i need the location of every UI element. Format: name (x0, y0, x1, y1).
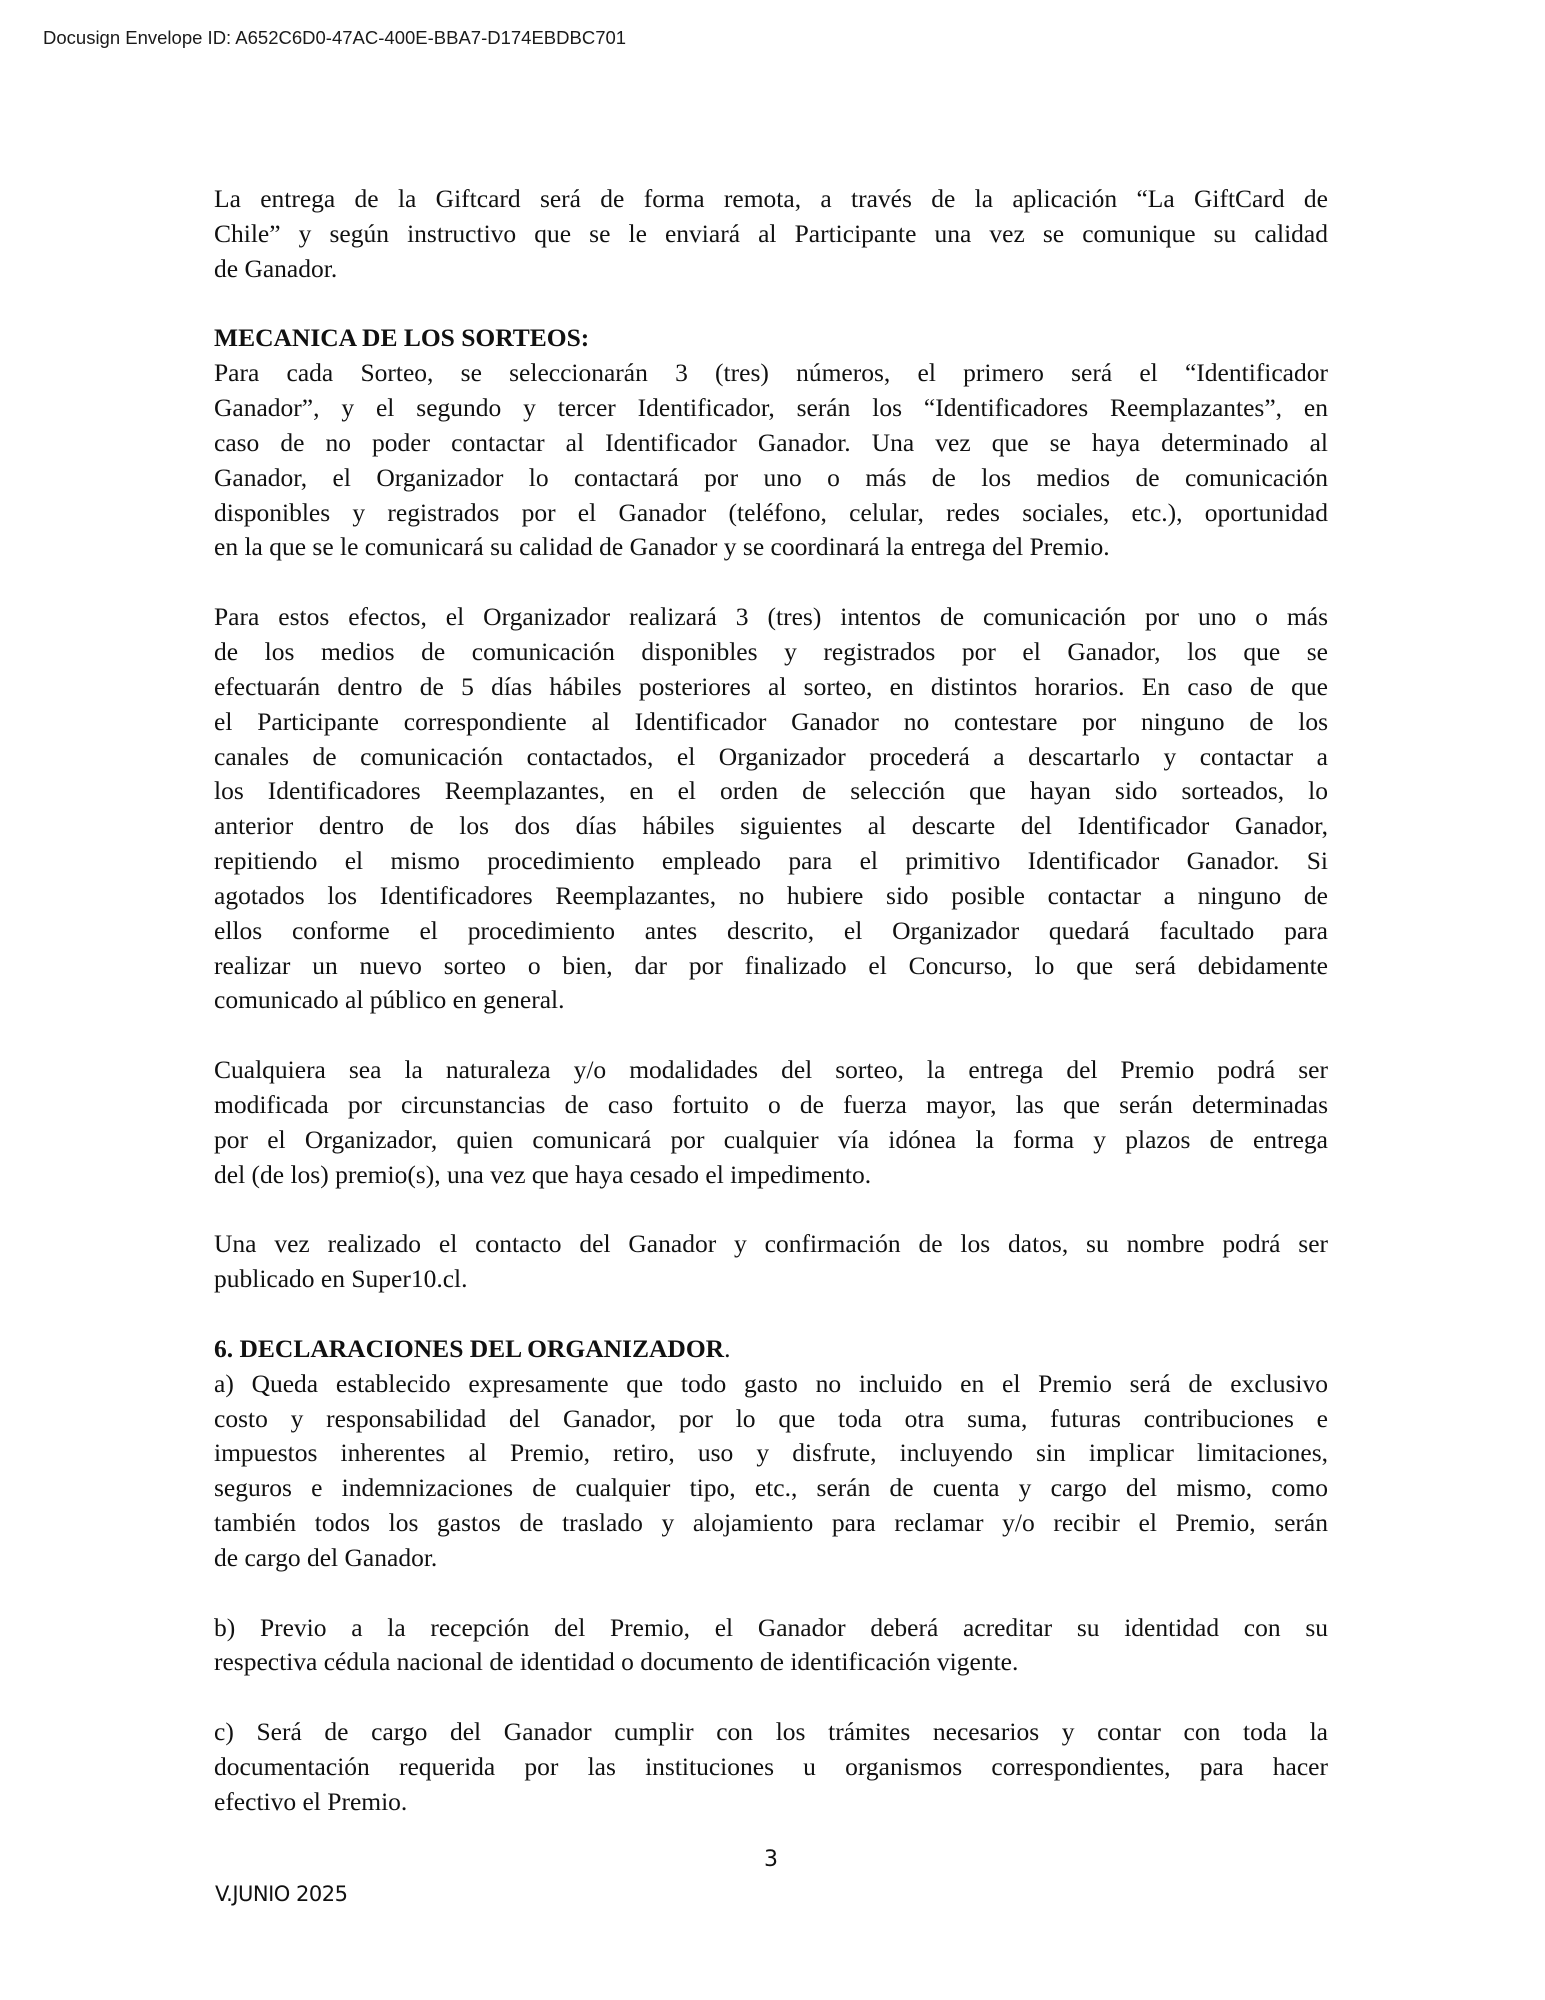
text-line: a) Queda establecido expresamente que todo gasto no incluido en el Premio será de exclusivo (214, 1368, 1328, 1398)
text-line: realizar un nuevo sorteo o bien, dar por finalizado el Concurso, lo que será debidamente (214, 950, 1328, 980)
text-line: Ganador”, y el segundo y tercer Identificador, serán los “Identificadores Reemplazantes”, en (214, 393, 1328, 423)
text-line: comunicado al público en general. (214, 985, 565, 1015)
docusign-envelope-id: Docusign Envelope ID: A652C6D0-47AC-400E-BBA7-D174EBDBC701 (43, 27, 627, 48)
document-body (214, 182, 1328, 1820)
section-heading-mecanica: MECANICA DE LOS SORTEOS: (214, 323, 590, 353)
paragraph-spacer (214, 287, 1328, 322)
text-line: Para estos efectos, el Organizador realizará 3 (tres) intentos de comunicación por uno o más (214, 602, 1328, 632)
text-line: efectivo el Premio. (214, 1786, 408, 1816)
mecanica-paragraph-3 (214, 1053, 1328, 1192)
text-line: disponibles y registrados por el Ganador (teléfono, celular, redes sociales, etc.), oportunidad (214, 497, 1328, 527)
text-line: canales de comunicación contactados, el Organizador procederá a descartarlo y contactar a (214, 741, 1328, 771)
text-line: ellos conforme el procedimiento antes descrito, el Organizador quedará facultado para (214, 915, 1328, 945)
text-line: en la que se le comunicará su calidad de Ganador y se coordinará la entrega del Premio. (214, 532, 1110, 562)
text-line: por el Organizador, quien comunicará por cualquier vía idónea la forma y plazos de entrega (214, 1124, 1328, 1154)
paragraph-spacer (214, 565, 1328, 600)
paragraph-spacer (214, 1018, 1328, 1053)
text-line: b) Previo a la recepción del Premio, el Ganador deberá acreditar su identidad con su (214, 1612, 1328, 1642)
text-line: publicado en Super10.cl. (214, 1264, 468, 1294)
text-line: de Ganador. (214, 253, 338, 283)
declaraciones-item-c (214, 1715, 1328, 1820)
text-line: documentación requerida por las instituciones u organismos correspondientes, para hacer (214, 1751, 1328, 1781)
declaraciones-item-a (214, 1367, 1328, 1576)
mecanica-paragraph-2 (214, 600, 1328, 1018)
section-mecanica (214, 321, 1328, 1331)
text-line: Ganador, el Organizador lo contactará por uno o más de los medios de comunicación (214, 462, 1328, 492)
text-line: el Participante correspondiente al Identificador Ganador no contestare por ninguno de los (214, 706, 1328, 736)
text-line: efectuarán dentro de 5 días hábiles posteriores al sorteo, en distintos horarios. En caso de que (214, 671, 1328, 701)
text-line: anterior dentro de los dos días hábiles siguientes al descarte del Identificador Ganador, (214, 811, 1328, 841)
text-line: Para cada Sorteo, se seleccionarán 3 (tres) números, el primero será el “Identificador (214, 358, 1328, 388)
text-line: Cualquiera sea la naturaleza y/o modalidades del sorteo, la entrega del Premio podrá ser (214, 1055, 1328, 1085)
text-line: de cargo del Ganador. (214, 1542, 438, 1572)
text-line: agotados los Identificadores Reemplazantes, no hubiere sido posible contactar a ninguno de (214, 880, 1328, 910)
text-line: del (de los) premio(s), una vez que haya cesado el impedimento. (214, 1159, 872, 1189)
text-line: Chile” y según instructivo que se le enviará al Participante una vez se comunique su calidad (214, 218, 1328, 248)
text-line: impuestos inherentes al Premio, retiro, uso y disfrute, incluyendo sin implicar limitaciones, (214, 1438, 1328, 1468)
text-line: modificada por circunstancias de caso fortuito o de fuerza mayor, las que serán determinadas (214, 1089, 1328, 1119)
text-line: los Identificadores Reemplazantes, en el orden de selección que hayan sido sorteados, lo (214, 776, 1328, 806)
text-line: también todos los gastos de traslado y alojamiento para reclamar y/o recibir el Premio, serán (214, 1508, 1328, 1538)
page-number: 3 (764, 1847, 778, 1872)
mecanica-paragraph-4 (214, 1227, 1328, 1297)
intro-paragraph (214, 182, 1328, 287)
text-line: respectiva cédula nacional de identidad o documento de identificación vigente. (214, 1647, 1019, 1677)
paragraph-spacer (214, 1576, 1328, 1611)
heading-text: 6. DECLARACIONES DEL ORGANIZADOR (214, 1333, 725, 1363)
text-line: seguros e indemnizaciones de cualquier tipo, etc., serán de cuenta y cargo del mismo, como (214, 1473, 1328, 1503)
mecanica-paragraph-1 (214, 356, 1328, 565)
paragraph-spacer (214, 1297, 1328, 1332)
text-line: La entrega de la Giftcard será de forma remota, a través de la aplicación “La GiftCard de (214, 184, 1328, 213)
paragraph-spacer (214, 1680, 1328, 1715)
text-line: repitiendo el mismo procedimiento empleado para el primitivo Identificador Ganador. Si (214, 846, 1328, 876)
text-line: costo y responsabilidad del Ganador, por lo que toda otra suma, futuras contribuciones e (214, 1403, 1328, 1433)
paragraph-spacer (214, 1192, 1328, 1227)
section-heading-declaraciones (214, 1332, 1328, 1367)
section-declaraciones (214, 1332, 1328, 1820)
text-line: caso de no poder contactar al Identificador Ganador. Una vez que se haya determinado al (214, 427, 1328, 457)
text-line: Una vez realizado el contacto del Ganador y confirmación de los datos, su nombre podrá ser (214, 1229, 1328, 1259)
heading-period: . (724, 1333, 731, 1363)
text-line: c) Será de cargo del Ganador cumplir con los trámites necesarios y contar con toda la (214, 1717, 1328, 1747)
version-label: V.JUNIO 2025 (215, 1882, 348, 1906)
declaraciones-item-b (214, 1611, 1328, 1681)
text-line: de los medios de comunicación disponibles y registrados por el Ganador, los que se (214, 636, 1328, 666)
